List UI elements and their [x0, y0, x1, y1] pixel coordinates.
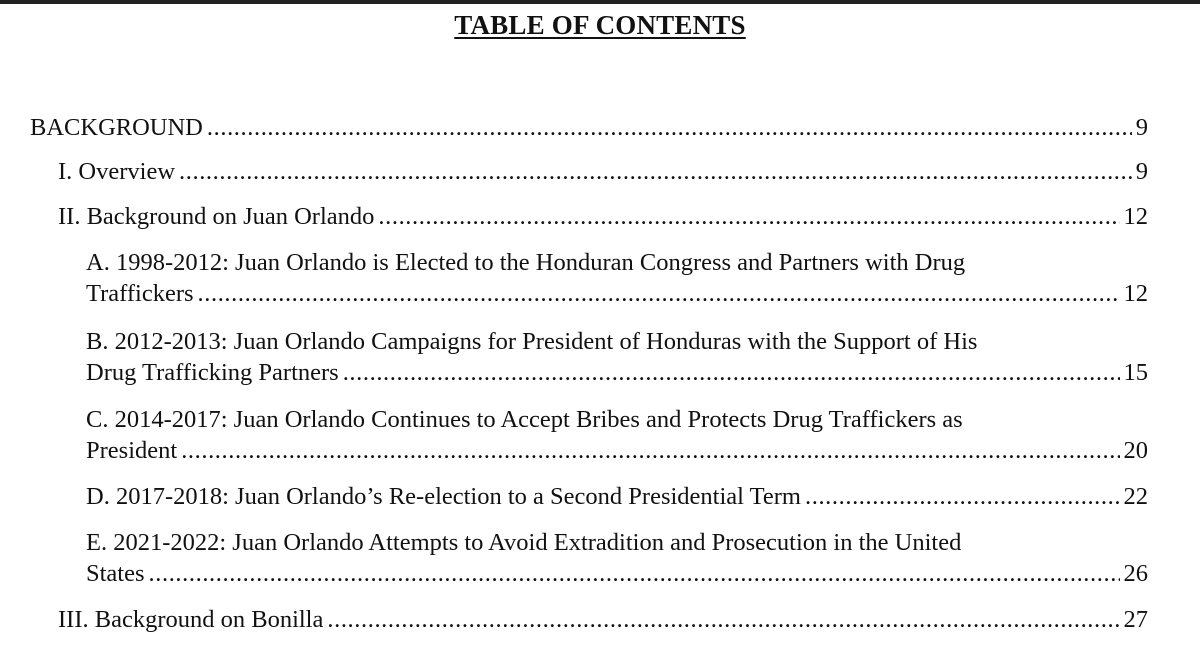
dot-leader	[179, 156, 1132, 187]
toc-page-number: 9	[1135, 158, 1148, 185]
toc-page-number: 12	[1123, 203, 1148, 230]
toc-entry-section-d[interactable]	[86, 481, 1148, 512]
toc-page-number: 9	[1135, 114, 1148, 141]
toc-entry-text: II. Background on Juan Orlando	[58, 203, 375, 230]
dot-leader	[343, 357, 1120, 388]
page-title: TABLE OF CONTENTS	[454, 10, 746, 40]
toc-entry-background-juan-orlando[interactable]	[58, 201, 1148, 232]
dot-leader	[378, 201, 1119, 232]
toc-page-number: 15	[1123, 359, 1148, 386]
toc-entry-heading-line: C. 2014-2017: Juan Orlando Continues to Accept Bribes and Protects Drug Traffickers as	[86, 406, 963, 433]
toc-line	[58, 604, 1148, 635]
toc-entry-section-e[interactable]	[86, 527, 1148, 589]
toc-entry-text: III. Background on Bonilla	[58, 606, 324, 633]
toc-entry-background[interactable]	[30, 112, 1148, 143]
toc-entry-heading-line: B. 2012-2013: Juan Orlando Campaigns for President of Honduras with the Support of His	[86, 328, 978, 355]
toc-entry-background-bonilla[interactable]	[58, 604, 1148, 635]
dot-leader	[327, 604, 1119, 635]
toc-page-number: 12	[1123, 280, 1148, 307]
toc-line	[86, 435, 1148, 466]
dot-leader	[207, 112, 1132, 143]
dot-leader	[181, 435, 1119, 466]
toc-page-number: 26	[1123, 560, 1148, 587]
toc-entry-text: I. Overview	[58, 158, 176, 185]
toc-page-number: 20	[1123, 437, 1148, 464]
toc-page-number: 27	[1123, 606, 1148, 633]
toc-line	[58, 201, 1148, 232]
toc-line	[30, 112, 1148, 143]
toc-line	[86, 278, 1148, 309]
toc-line	[86, 481, 1148, 512]
toc-entry-heading-line: A. 1998-2012: Juan Orlando is Elected to the Honduran Congress and Partners with Drug	[86, 249, 966, 276]
toc-entry-text: Traffickers	[86, 280, 194, 307]
toc-line	[86, 357, 1148, 388]
toc-page-number: 22	[1123, 483, 1148, 510]
toc-line	[58, 156, 1148, 187]
toc-entry-text: Drug Trafficking Partners	[86, 359, 339, 386]
toc-entry-section-c[interactable]	[86, 404, 1148, 466]
dot-leader	[805, 481, 1120, 512]
toc-entry-text: BACKGROUND	[30, 114, 203, 141]
toc-entry-text: President	[86, 437, 178, 464]
toc-entry-text: D. 2017-2018: Juan Orlando’s Re-election to a Second Presidential Term	[86, 483, 801, 510]
dot-leader	[198, 278, 1120, 309]
toc-entry-section-a[interactable]	[86, 247, 1148, 309]
toc-entry-overview[interactable]	[58, 156, 1148, 187]
toc-entry-heading-line: E. 2021-2022: Juan Orlando Attempts to Avoid Extradition and Prosecution in the United	[86, 529, 962, 556]
toc-entry-section-b[interactable]	[86, 326, 1148, 388]
dot-leader	[149, 558, 1120, 589]
toc-line	[86, 558, 1148, 589]
toc-entry-text: States	[86, 560, 145, 587]
